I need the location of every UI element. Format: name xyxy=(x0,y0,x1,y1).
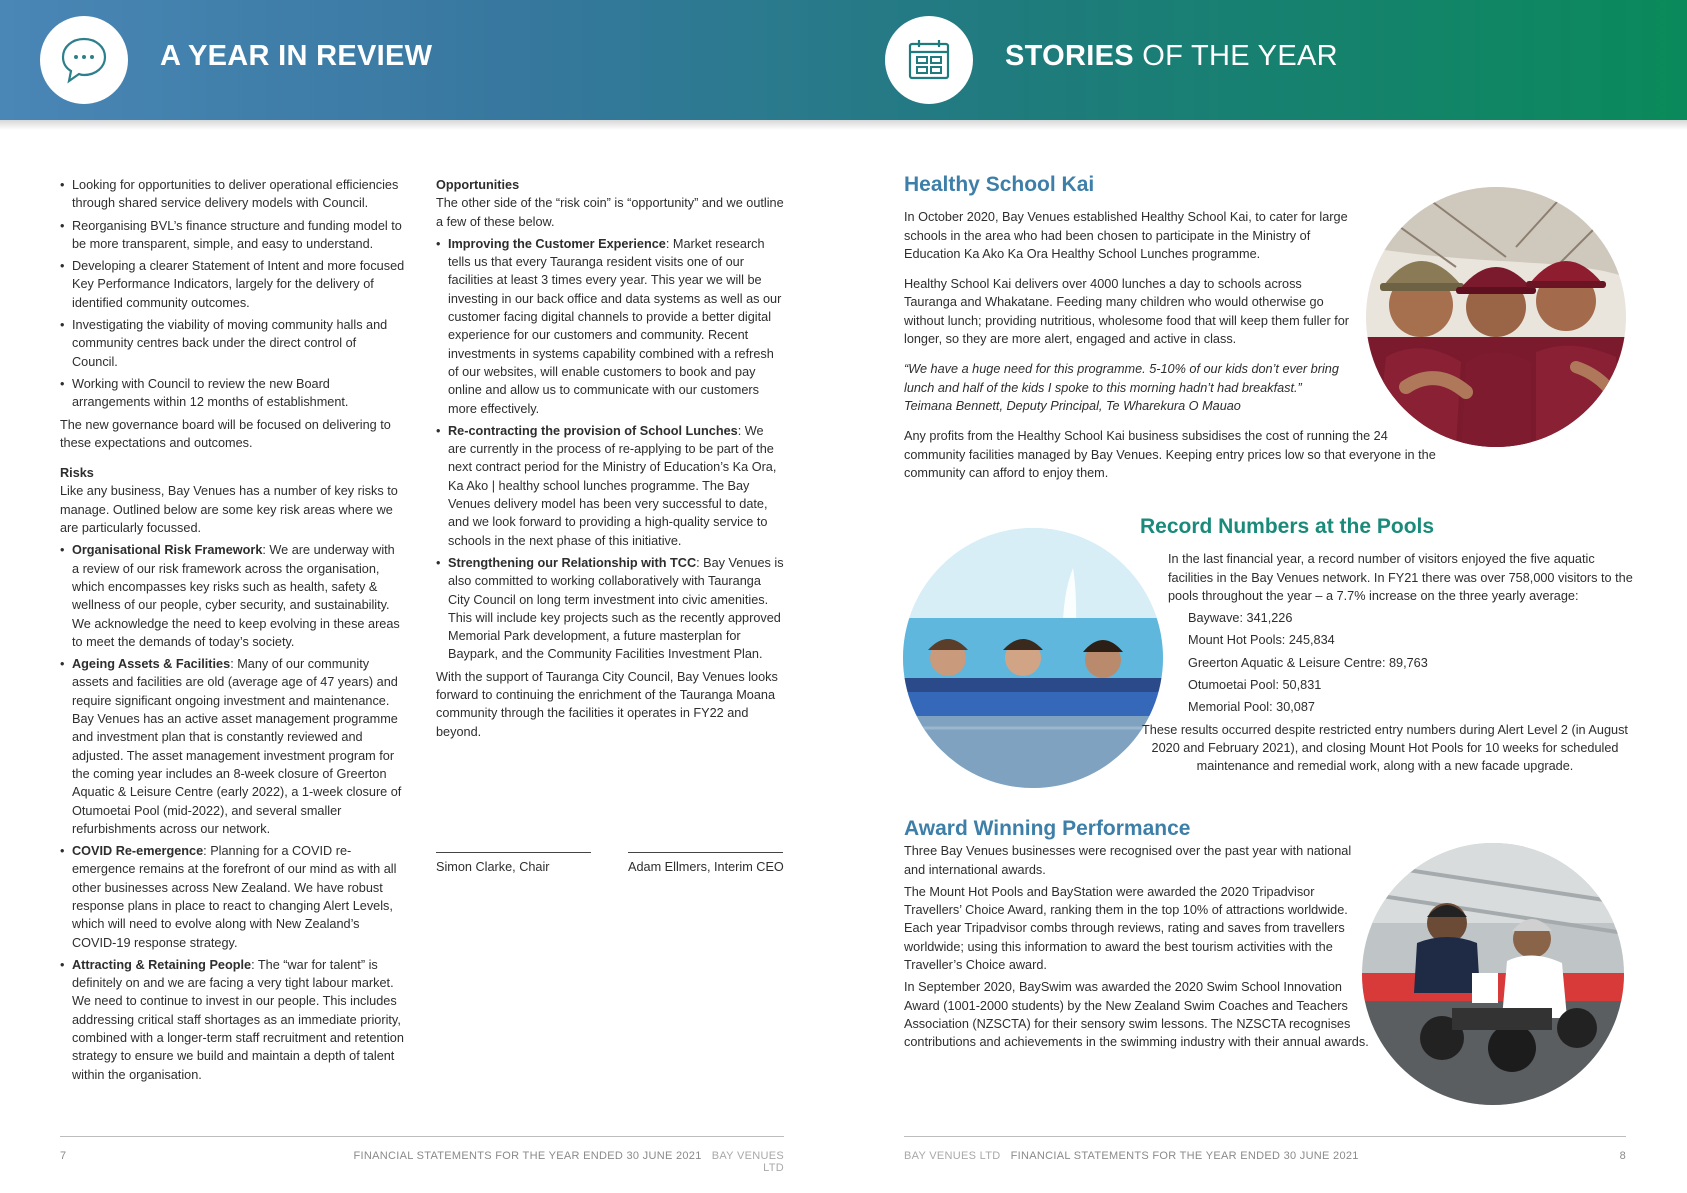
left-page-title: A YEAR IN REVIEW xyxy=(160,40,433,72)
header-shadow xyxy=(0,120,1687,130)
signature-ceo: Adam Ellmers, Interim CEO xyxy=(628,860,784,874)
pool-visitor-item: Mount Hot Pools: 245,834 xyxy=(1188,633,1335,648)
opportunities-intro: The other side of the “risk coin” is “opportunity” and we outline a few of these below. xyxy=(436,196,784,229)
award-heading: Award Winning Performance xyxy=(904,817,1191,840)
footer-rule-left xyxy=(60,1136,784,1137)
governance-bullet: • Reorganising BVL’s finance structure and funding model to be more transparent, simple, and easy to understand. xyxy=(60,217,405,254)
pool-visitor-item: Memorial Pool: 30,087 xyxy=(1188,700,1315,715)
pools-outro: These results occurred despite restricted entry numbers during Alert Level 2 (in August 2020 and February 2021), and closing Mount Hot Pools for 10 weeks for scheduled maintenance and remedial work, along with a new facade upgrade. xyxy=(1142,722,1628,774)
right-page-title: STORIES OF THE YEAR xyxy=(1005,40,1338,72)
footer-left-text xyxy=(350,1150,784,1174)
kai-paragraph-1: In October 2020, Bay Venues established Healthy School Kai, to cater for large schools in the area who had been chosen to participate in the Ministry of Education Ka Ako Ka Ora Healthy School Lunches programme. xyxy=(904,210,1348,261)
opportunity-bullet xyxy=(436,554,784,664)
governance-bullet: • Developing a clearer Statement of Intent and more focused Key Performance Indicators, largely for the delivery of identified community outcomes. xyxy=(60,257,405,312)
footer-right-title: FINANCIAL STATEMENTS FOR THE YEAR ENDED 30 JUNE 2021 xyxy=(1010,1150,1359,1162)
risk-bullet xyxy=(60,956,405,1084)
kai-paragraph-3: Any profits from the Healthy School Kai business subsidises the cost of running the 24 community facilities managed by Bay Venues. Keeping entry prices low so that everyone in the community can afford to enjoy them. xyxy=(904,429,1436,480)
governance-bullet-list xyxy=(60,176,405,412)
left-column-1 xyxy=(60,176,405,1088)
risks-intro: Like any business, Bay Venues has a number of key risks to manage. Outlined below are some key risk areas where we are particularly focussed. xyxy=(60,484,398,536)
risk-bullet xyxy=(60,842,405,952)
governance-bullet: • Investigating the viability of moving community halls and community centres back under the direct control of Council. xyxy=(60,316,405,371)
risk-bullet-text: : We are underway with a review of our risk framework across the organisation, which encompasses key risks such as health, safety & wellness of our people, cyber security, and sustainability. We acknowledge the need to keep evolving in these areas to meet the demands of today’s society. xyxy=(72,543,400,649)
pools-section xyxy=(1120,515,1640,776)
footer-left-title: FINANCIAL STATEMENTS FOR THE YEAR ENDED 30 JUNE 2021 xyxy=(353,1150,702,1162)
governance-bullet: • Working with Council to review the new Board arrangements within 12 months of establishment. xyxy=(60,375,405,412)
page-number-right: 8 xyxy=(1619,1150,1626,1162)
calendar-icon xyxy=(885,16,973,104)
kai-quote xyxy=(904,360,1354,415)
opportunity-bullet-text: : Market research tells us that every Tauranga resident visits one of our facilities at least 3 times every year. This year we will be investing in our back office and data systems as well as our customer facing digital channels to provide a better digital experience for our customers and community. Recent investments in systems capability combined with a refresh of our websites, will enable customers to book and pay online and allow us to communicate with our customers more effectively. xyxy=(448,236,782,416)
award-paragraph-1: Three Bay Venues businesses were recognised over the past year with national and international awards. xyxy=(904,844,1352,877)
speech-bubble-icon xyxy=(40,16,128,104)
award-paragraph-2: The Mount Hot Pools and BayStation were awarded the 2020 Tripadvisor Travellers’ Choice Award, ranking them in the top 10% of attractions worldwide. Each year Tripadvisor combs through reviews, rating and saves from travellers worldwide; using this information to award the best tourism activities with the Traveller’s Choice award. xyxy=(904,884,1348,973)
opportunities-bullet-list xyxy=(436,235,784,664)
risk-bullet-title: Organisational Risk Framework xyxy=(72,543,263,558)
kai-quote-author: Teimana Bennett, Deputy Principal, Te Wharekura O Mauao xyxy=(904,398,1241,413)
kai-quote-text: “We have a huge need for this programme. 5-10% of our kids don’t ever bring lunch and half of the kids I spoke to this morning hadn’t had breakfast.” xyxy=(904,362,1339,395)
opportunity-bullet xyxy=(436,422,784,550)
footer-right-company: BAY VENUES LTD xyxy=(904,1150,1001,1162)
opportunity-bullet-title: Improving the Customer Experience xyxy=(448,236,666,251)
pools-intro: In the last financial year, a record number of visitors enjoyed the five aquatic facilities in the Bay Venues network. In FY21 there was over 758,000 visitors to the pools throughout the year – a 7.7% increase on the three yearly average: xyxy=(1168,552,1633,603)
award-section xyxy=(904,817,1374,1056)
risk-bullet-title: Ageing Assets & Facilities xyxy=(72,657,231,672)
risks-heading: Risks xyxy=(60,466,94,481)
governance-bullet: • Looking for opportunities to deliver operational efficiencies through shared service delivery models with Council. xyxy=(60,176,405,213)
risk-bullet-title: COVID Re-emergence xyxy=(72,844,204,859)
page-number-left: 7 xyxy=(60,1150,67,1162)
pool-visitor-item: Greerton Aquatic & Leisure Centre: 89,763 xyxy=(1188,655,1428,670)
school-kids-photo xyxy=(1366,187,1626,447)
pools-heading: Record Numbers at the Pools xyxy=(1140,515,1435,538)
signature-line-ceo xyxy=(628,852,783,853)
risk-bullet-text: : Planning for a COVID re-emergence remains at the forefront of our mind as with all other businesses across New Zealand. We have robust response plans in place to react to changing Alert Levels, which will need to evolve along with New Zealand’s COVID-19 response strategy. xyxy=(72,844,397,950)
risk-bullet-text: : Many of our community assets and facilities are old (average age of 47 years) and require significant ongoing investment and maintenance. Bay Venues has an active asset management programme and investment plan that is constantly reviewed and adjusted. The asset management investment program for the coming year includes an 8-week closure of Greerton Aquatic & Leisure Centre (early 2022), a 1-week closure of Otumoetai Pool (mid-2022), and several smaller refurbishments across our network. xyxy=(72,657,402,836)
opportunity-bullet-title: Re-contracting the provision of School Lunches xyxy=(448,423,738,438)
kai-section xyxy=(904,173,1436,494)
risk-bullet-text: : The “war for talent” is definitely on and we are facing a very tight labour market. We need to continue to invest in our people. This includes addressing critical staff shortages as an immediate priority, combined with a longer-term staff recruitment and retention strategy to ensure we build and maintain a depth of talent within the organisation. xyxy=(72,957,404,1082)
opportunity-bullet xyxy=(436,235,784,418)
left-column-2 xyxy=(436,176,784,745)
risks-bullet-list xyxy=(60,541,405,1084)
pools-visitor-list xyxy=(1188,609,1640,716)
footer-right-text xyxy=(904,1150,1359,1162)
footer-left-company: BAY VENUES LTD xyxy=(711,1150,784,1174)
pool-visitor-item: Otumoetai Pool: 50,831 xyxy=(1188,678,1322,693)
award-paragraph-3: In September 2020, BaySwim was awarded the 2020 Swim School Innovation Award (1001-2000 students) by the New Zealand Swim Coaches and Teachers Association (NZSCTA) for their sensory swim lessons. The NZSCTA recognises contributions and achievements in the swimming industry with their annual awards. xyxy=(904,980,1369,1050)
signature-chair: Simon Clarke, Chair xyxy=(436,860,550,874)
risk-bullet xyxy=(60,541,405,651)
opportunity-bullet-text: : Bay Venues is also committed to working collaboratively with Tauranga City Council on long term investment into civic amenities. This will include key projects such as the recently approved Memorial Park development, a future masterplan for Baypark, and the Community Facilities Investment Plan. xyxy=(448,555,784,662)
opportunity-bullet-text: : We are currently in the process of re-applying to be part of the next contract period for the Ministry of Education’s Ka Ora, Ka Ako | healthy school lunches programme. The Bay Venues delivery model has been very successful to date, and we look forward to providing a high-quality service to schools in the next phase of this initiative. xyxy=(448,423,777,548)
opportunity-bullet-title: Strengthening our Relationship with TCC xyxy=(448,555,697,570)
opportunities-heading: Opportunities xyxy=(436,178,520,192)
pool-visitor-item: Baywave: 341,226 xyxy=(1188,611,1293,626)
go-kart-photo xyxy=(1362,843,1624,1105)
kai-heading: Healthy School Kai xyxy=(904,173,1095,196)
footer-rule-right xyxy=(904,1136,1626,1137)
kai-paragraph-2: Healthy School Kai delivers over 4000 lunches a day to schools across Tauranga and Whakatane. Feeding many children who would otherwise go without lunch; providing nutritious, wholesome food that will keep them fuller for longer, so they are more alert, engaged and active in class. xyxy=(904,277,1349,347)
closing-paragraph: With the support of Tauranga City Council, Bay Venues looks forward to continuing the enrichment of the Tauranga Moana community through the facilities it operates in FY22 and beyond. xyxy=(436,669,778,739)
governance-paragraph: The new governance board will be focused on delivering to these expectations and outcomes. xyxy=(60,417,391,450)
risk-bullet xyxy=(60,655,405,838)
risk-bullet-title: Attracting & Retaining People xyxy=(72,957,252,972)
signature-line-chair xyxy=(436,852,591,853)
